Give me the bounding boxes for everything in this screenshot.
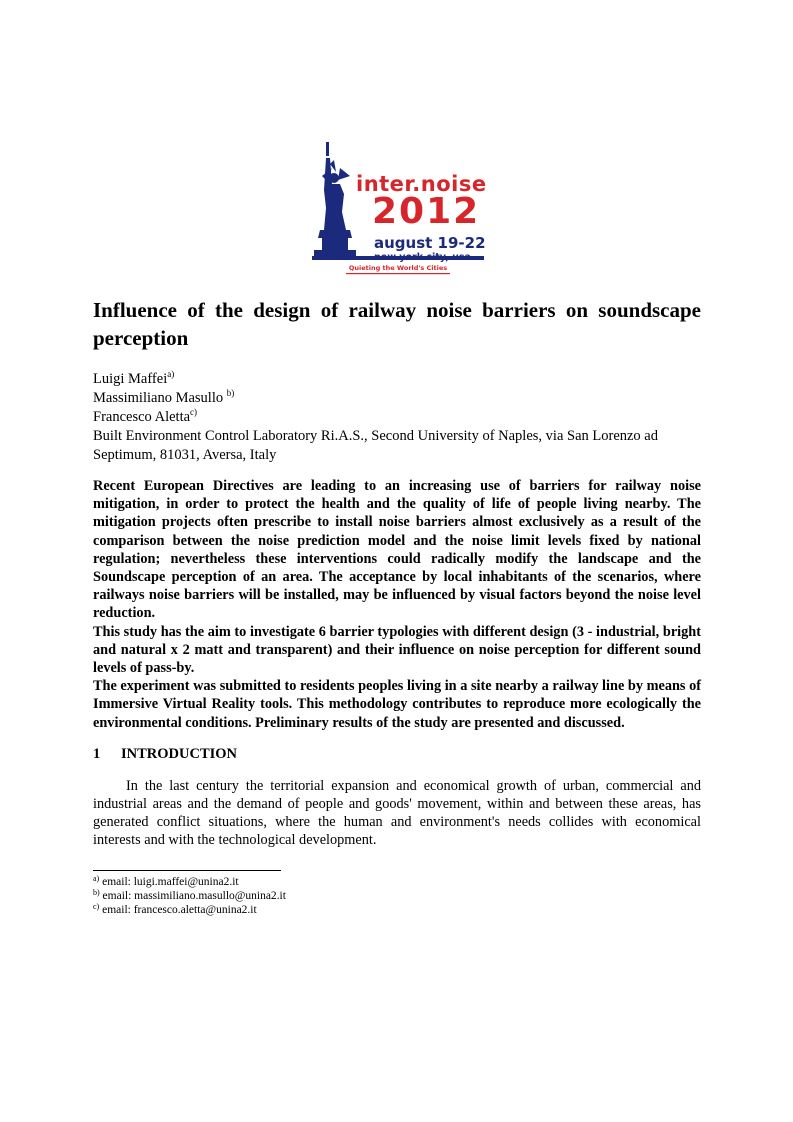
abstract	[93, 477, 701, 732]
paper-body	[93, 296, 701, 917]
footnote-divider	[93, 870, 281, 871]
logo-tagline: Quieting the World's Cities	[348, 264, 448, 272]
affiliation: Built Environment Control Laboratory Ri.A.S., Second University of Naples, via San Lorenzo ad Septimum, 81031, Aversa, Italy	[93, 428, 658, 463]
conference-logo	[312, 142, 492, 282]
section-heading	[93, 746, 701, 763]
intro-paragraph: In the last century the territorial expansion and economical growth of urban, commercial and industrial areas and the demand of people and goods' movement, within and between these areas, has generated conflict situations, where the human and environment's needs collides with economical interests and with the technological development.	[93, 777, 701, 849]
abstract-paragraph: Recent European Directives are leading to an increasing use of barriers for railway noise mitigation, in order to protect the health and the quality of life of people living nearby. The mitigation projects often prescribe to install noise barriers almost exclusively as a result of the comparison between the noise prediction model and the noise limit levels fixed by national regulation; nevertheless these interventions could radically modify the landscape and the Soundscape perception of an area. The acceptance by local inhabitants of the scenarios, where railways noise barriers will be installed, may be influenced by visual factors beyond the noise level reduction.	[93, 478, 701, 622]
section-title: INTRODUCTION	[121, 745, 238, 762]
author-2: Massimiliano Masullo $^{b)}$	[93, 388, 235, 406]
abstract-paragraph: This study has the aim to investigate 6 barrier typologies with different design (3 - industrial, bright and natural x 2 matt and transparent) and their influence on noise perception for different sound levels of pass-by.	[93, 623, 701, 677]
abstract-paragraph: The experiment was submitted to residents peoples living in a site nearby a railway line by means of Immersive Virtual Reality tools. This methodology contributes to reproduce more ecologically the environmental conditions. Preliminary results of the study are presented and discussed.	[93, 678, 701, 731]
footnotes	[93, 875, 701, 917]
logo-line-4: new york city, usa	[374, 252, 471, 263]
author-list	[93, 370, 701, 427]
logo-line-1: inter.noise	[356, 172, 487, 196]
footnote-1: $^{a)}$ email: luigi.maffei@unina2.it	[93, 873, 239, 888]
logo-line-3: august 19-22	[374, 234, 486, 252]
paper-title: Influence of the design of railway noise barriers on soundscape perception	[93, 298, 701, 350]
footnote-3: $^{c)}$ email: francesco.aletta@unina2.it	[93, 901, 257, 916]
footnote-2: $^{b)}$ email: massimiliano.masullo@unina2.it	[93, 887, 286, 902]
logo-line-2: 2012	[372, 191, 481, 232]
section-number: 1	[93, 745, 101, 762]
author-3: Francesco Aletta$^{c)}$	[93, 407, 198, 425]
author-1: Luigi Maffei$^{a)}$	[93, 369, 175, 387]
